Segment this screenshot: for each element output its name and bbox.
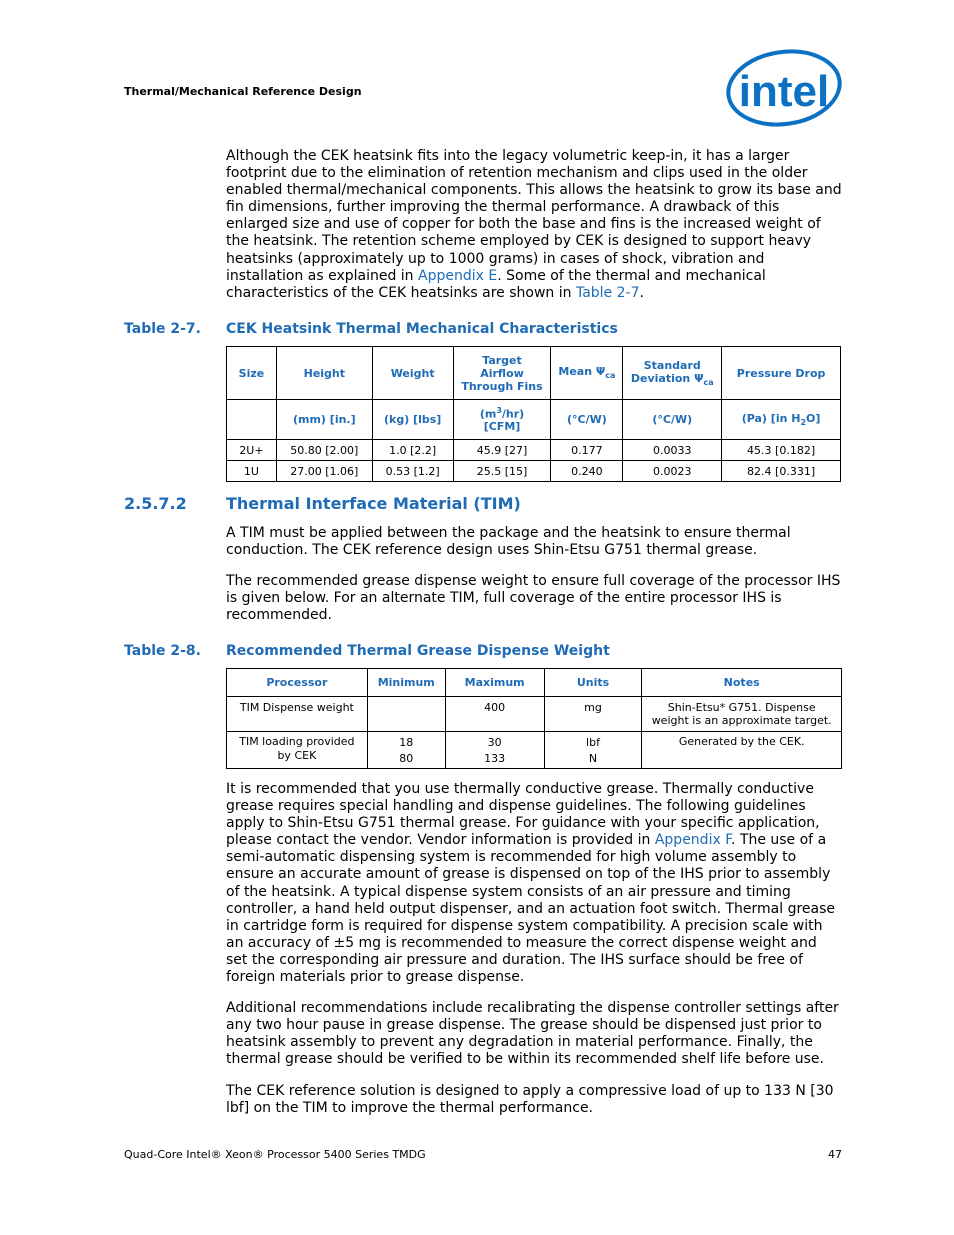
grease-dispense-table — [226, 668, 842, 769]
table-units-row: (mm) [in.] (kg) [lbs] $(m^3/hr)$ [CFM] (°C/W) (°C/W) (Pa) [in $H_2O$] — [227, 400, 841, 440]
cek-heatsink-table — [226, 346, 841, 482]
col-size: Size — [227, 347, 277, 400]
col-mean: Mean $\Psi_{ca}$ — [551, 347, 623, 400]
col-height: Height — [276, 347, 372, 400]
table-header-row — [227, 347, 841, 400]
table-row: 1U 27.00 [1.06] 0.53 [1.2] 25.5 [15] 0.240 0.0023 82.4 [0.331] — [227, 461, 841, 482]
table-row: TIM Dispense weight 400 mg Shin-Etsu* G751. Dispense weight is an approximate target. — [227, 697, 842, 732]
footer-doc-title: Quad-Core Intel® Xeon® Processor 5400 Series TMDG — [124, 1148, 426, 1161]
grease-weight-paragraph: The recommended grease dispense weight to ensure full coverage of the processor IHS is given below. For an alternate TIM, full coverage of the entire processor IHS is recommended. — [226, 573, 841, 624]
table-header-row: Processor Minimum Maximum Units Notes — [227, 669, 842, 697]
grease-guidelines-paragraph: It is recommended that you use thermally conductive grease. Thermally conductive grease requires special handling and dispense guidelines. The following guidelines apply to Shin-Etsu G751 thermal grease. For guidance with your specific application, please contact the vendor. Vendor information is provided in Appendix F. The use of a semi-automatic dispensing system is recommended for high volume assembly to ensure an accurate amount of grease is dispensed on top of the IHS prior to assembly of the heatsink. A typical dispense system consists of an air pressure and timing controller, a hand held output dispenser, and an actuation foot switch. Thermal grease in cartridge form is required for dispense system compatibility. A precision scale with an accuracy of ±5 mg is recommended to measure the correct dispense weight and set the corresponding air pressure and duration. The IHS surface should be free of foreign materials prior to grease dispense. — [226, 781, 836, 986]
tim-paragraph: A TIM must be applied between the package and the heatsink to ensure thermal conduction. The CEK reference design uses Shin-Etsu G751 thermal grease. — [226, 525, 791, 559]
appendix-f-link[interactable]: Appendix F — [654, 832, 731, 849]
section-heading: 2.5.7.2 Thermal Interface Material (TIM) — [124, 494, 521, 513]
intro-paragraph: Although the CEK heatsink fits into the legacy volumetric keep-in, it has a larger footprint due to the elimination of retention mechanism and clips used in the older enabled thermal/mechanical components. This allows the heatsink to grow its base and fin dimensions, further improving the thermal performance. A drawback of this enlarged size and use of copper for both the base and fins is the increased weight of the heatsink. The retention scheme employed by CEK is designed to support heavy heatsinks (approximately up to 1000 grams) in cases of shock, vibration and installation as explained in Appendix E. Some of the thermal and mechanical characteristics of the CEK heatsinks are shown in Table 2-7. — [226, 148, 842, 301]
appendix-e-link[interactable]: Appendix E — [418, 267, 498, 284]
intel-logo — [724, 48, 844, 130]
col-airflow: Target Airflow Through Fins — [453, 347, 551, 400]
additional-recommendations-paragraph: Additional recommendations include recalibrating the dispense controller settings after any two hour pause in grease dispense. The grease should be dispensed just prior to heatsink assembly to prevent any degradation in material performance. Finally, the thermal grease should be verified to be within its recommended shelf life before use. — [226, 1000, 839, 1068]
table-row: 2U+ 50.80 [2.00] 1.0 [2.2] 45.9 [27] 0.177 0.0033 45.3 [0.182] — [227, 440, 841, 461]
table-row: TIM loading provided by CEK 18 80 30 133 lbf N Generated by the CEK. — [227, 732, 842, 769]
page-number: 47 — [828, 1148, 842, 1161]
table-2-7-caption: Table 2-7. CEK Heatsink Thermal Mechanical Characteristics — [124, 321, 618, 337]
col-std: Standard Deviation $\Psi_{ca}$ — [623, 347, 722, 400]
col-weight: Weight — [372, 347, 453, 400]
table-2-8-caption: Table 2-8. Recommended Thermal Grease Dispense Weight — [124, 643, 610, 659]
compressive-load-paragraph: The CEK reference solution is designed to apply a compressive load of up to 133 N [30 lbf] on the TIM to improve the thermal performance. — [226, 1083, 834, 1117]
table-2-7-link[interactable]: Table 2-7 — [575, 284, 640, 301]
running-header: Thermal/Mechanical Reference Design — [124, 85, 362, 98]
col-pressure: Pressure Drop — [722, 347, 841, 400]
logo-text: intel — [738, 67, 830, 116]
